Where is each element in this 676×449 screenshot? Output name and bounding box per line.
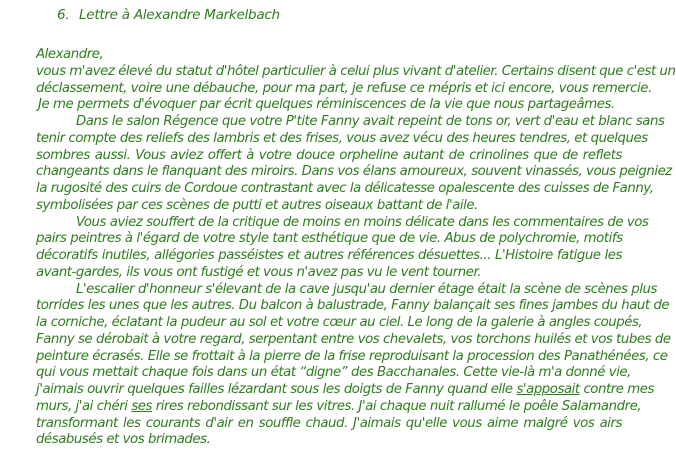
letter-body [36, 47, 676, 449]
letter-line: symbolisées par ces scènes de putti et autres oiseaux battant de l'aile. [36, 197, 478, 213]
letter-line: désabusés et vos brimades. [36, 432, 211, 448]
letter-line: Je me permets d'évoquer par écrit quelques réminiscences de la vie que nous partageâmes. [38, 97, 615, 113]
text-fragment: j'aimais ouvrir quelques failles lézardant sous les doigts de Fanny quand elle [36, 382, 517, 397]
letter-line: changeants dans le flanquant des miroirs. Dans vos élans amoureux, souvent vinassés, vous peigniez [36, 164, 672, 180]
text-fragment: contre mes [579, 382, 654, 397]
text-fragment: rires rebondissant sur les vitres. J'ai chaque nuit rallumé le poêle Salamandre, [152, 398, 642, 414]
underlined-word: ses [131, 398, 152, 414]
letter-line: décoratifs inutiles, allégories passéistes et autres références désuettes... L'Histoire fatigue les [36, 248, 622, 263]
letter-line: tenir compte des reliefs des lambris et des frises, vous avez vécu des heures tendres, et quelques [36, 130, 648, 146]
letter-line: la corniche, éclatant la pudeur au sol et votre cœur au ciel. Le long de la galerie à angles coupés, [36, 315, 643, 330]
letter-line: transformant les courants d'air en souffle chaud. J'aimais qu'elle vous aime malgré vos airs [36, 415, 622, 431]
underlined-word: s'apposait [516, 382, 580, 397]
letter-line: avant-gardes, ils vous ont fustigé et vous n'avez pas vu le vent tourner. [36, 264, 482, 280]
letter-line: qui vous mettait chaque fois dans un état “digne” des Bacchanales. Cette vie-là m'a donné vie, [36, 365, 631, 381]
text-fragment: murs, j'ai chéri [36, 398, 132, 414]
paragraph-first-line: Vous aviez souffert de la critique de moins en moins délicate dans les commentaires de vos [76, 214, 649, 230]
letter-salutation: Alexandre, [36, 47, 104, 62]
paragraph-first-line: Dans le salon Régence que votre P'tite Fanny avait repeint de tons or, vert d'eau et blanc sans [76, 114, 665, 129]
letter-line: torrides les unes que les autres. Du balcon à balustrade, Fanny balançait ses fines jambes du haut de [36, 298, 670, 314]
letter-line: sombres aussi. Vous aviez offert à votre douce orpheline autant de crinolines que de reflets [36, 147, 622, 163]
section-title: Lettre à Alexandre Markelbach [79, 7, 280, 23]
paragraph-first-line: L'escalier d'honneur s'élevant de la cave jusqu'au dernier étage était la scène de scènes plus [76, 281, 657, 297]
letter-line: déclassement, voire une débauche, pour ma part, je refuse ce mépris et ici encore, vous remercie. [36, 80, 652, 96]
letter-line: la rugosité des cuirs de Cordoue contrastant avec la délicatesse opalescente des cuisses de Fanny, [36, 181, 654, 196]
letter-line: vous m'avez élevé du statut d'hôtel particulier à celui plus vivant d'atelier. Certains disent que c'est un [36, 63, 676, 79]
letter-line [36, 398, 642, 416]
letter-line: Fanny se dérobait à votre regard, serpentant entre vos chevalets, vos torchons huilés et vos tubes de [36, 331, 671, 347]
section-number: 6. [57, 7, 70, 23]
letter-line: peinture écrasés. Elle se frottait à la pierre de la frise reproduisant la procession des Panathénées, ce [36, 348, 668, 364]
letter-line: pairs peintres à l'égard de votre style tant esthétique que de vie. Abus de polychromie, motifs [36, 231, 623, 247]
letter-line [36, 382, 654, 399]
